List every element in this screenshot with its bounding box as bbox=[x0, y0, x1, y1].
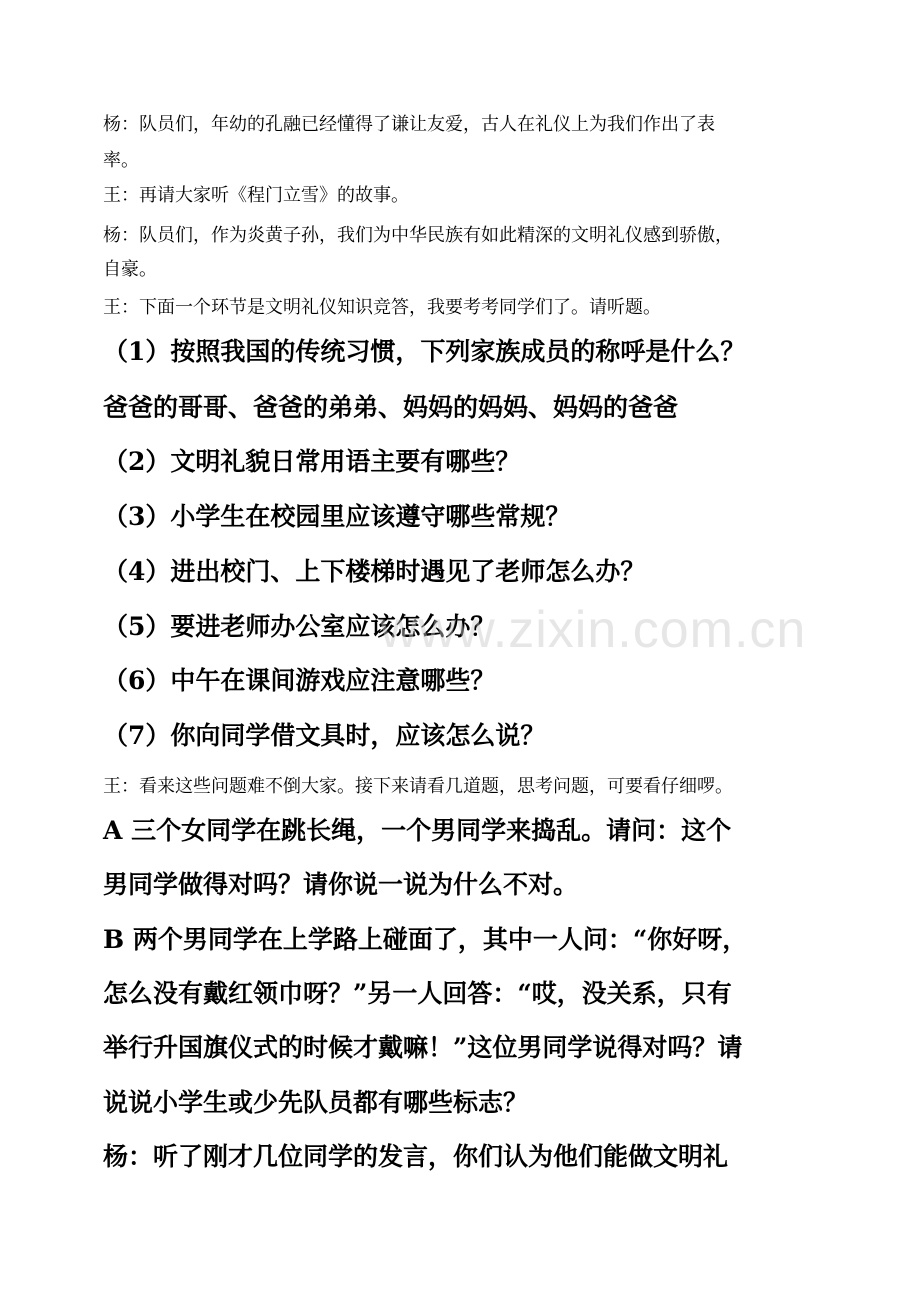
dialogue-line-wang-1: 王：再请大家听《程门立雪》的故事。 bbox=[103, 185, 409, 206]
watermark: www.zixin.com.cn bbox=[380, 601, 807, 659]
question-5: （5）要进老师办公室应该怎么办？ bbox=[103, 612, 496, 641]
dialogue-line-wang-2: 王：下面一个环节是文明礼仪知识竞答，我要考考同学们了。请听题。 bbox=[103, 297, 661, 318]
scenario-b-cont-2: 举行升国旗仪式的时候才戴嘛！”这位男同学说得对吗？请 bbox=[103, 1033, 743, 1062]
scenario-b-cont-1: 怎么没有戴红领巾呀？”另一人回答：“哎，没关系，只有 bbox=[103, 979, 732, 1008]
scenario-b: B 两个男同学在上学路上碰面了，其中一人问：“你好呀， bbox=[103, 925, 748, 954]
scenario-a-cont: 男同学做得对吗？请你说一说为什么不对。 bbox=[103, 870, 579, 899]
dialogue-line-yang-1: 杨：队员们，年幼的孔融已经懂得了谦让友爱，古人在礼仪上为我们作出了表 bbox=[103, 114, 715, 135]
dialogue-line-yang-1-cont: 率。 bbox=[103, 150, 139, 171]
dialogue-line-yang-2-cont: 自豪。 bbox=[103, 259, 157, 280]
question-1: （1）按照我国的传统习惯，下列家族成员的称呼是什么？ bbox=[103, 337, 746, 366]
question-7: （7）你向同学借文具时，应该怎么说？ bbox=[103, 721, 546, 750]
question-4: （4）进出校门、上下楼梯时遇见了老师怎么办？ bbox=[103, 557, 646, 586]
question-3: （3）小学生在校园里应该遵守哪些常规？ bbox=[103, 502, 571, 531]
question-6: （6）中午在课间游戏应注意哪些？ bbox=[103, 666, 496, 695]
scenario-a: A 三个女同学在跳长绳，一个男同学来捣乱。请问：这个 bbox=[103, 816, 732, 845]
question-1-detail: 爸爸的哥哥、爸爸的弟弟、妈妈的妈妈、妈妈的爸爸 bbox=[103, 393, 679, 422]
dialogue-line-wang-3: 王：看来这些问题难不倒大家。接下来请看几道题，思考问题，可要看仔细啰。 bbox=[103, 776, 733, 797]
question-2: （2）文明礼貌日常用语主要有哪些？ bbox=[103, 447, 521, 476]
dialogue-line-yang-2: 杨：队员们，作为炎黄子孙，我们为中华民族有如此精深的文明礼仪感到骄傲， bbox=[103, 225, 733, 246]
scenario-b-cont-3: 说说小学生或少先队员都有哪些标志？ bbox=[103, 1088, 529, 1117]
dialogue-line-yang-3: 杨：听了刚才几位同学的发言，你们认为他们能做文明礼 bbox=[103, 1142, 729, 1171]
